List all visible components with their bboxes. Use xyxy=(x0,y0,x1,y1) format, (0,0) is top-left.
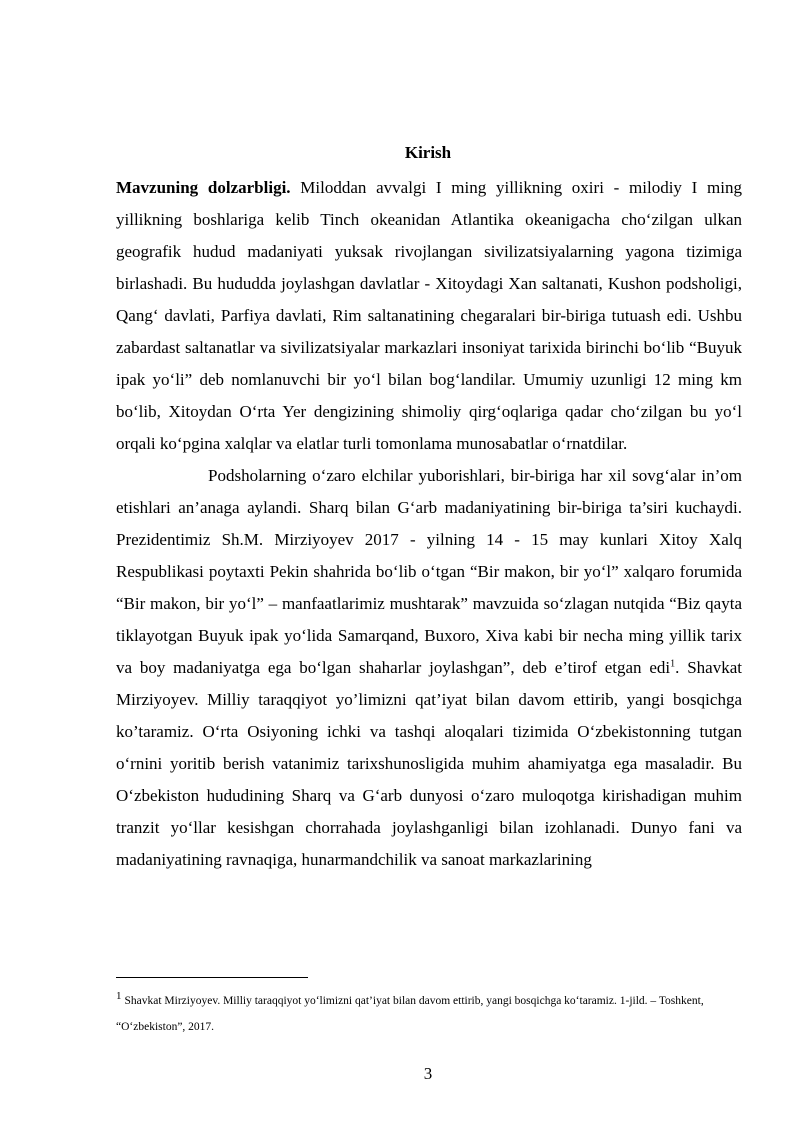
footnote-reference[interactable]: 1 xyxy=(670,658,676,670)
footnote-text: Shavkat Mirziyoyev. Milliy taraqqiyot yo‘limizni qat’iyat bilan davom ettirib, yangi bosqichga ko‘taramiz. 1-jild. – Toshkent, “O‘zbekiston”, 2017. xyxy=(116,995,704,1033)
body-text xyxy=(116,172,742,876)
footnote-number: 1 xyxy=(116,990,122,1003)
paragraph-lead: Mavzuning dolzarbligi. xyxy=(116,178,291,197)
paragraph-relevance xyxy=(116,172,742,460)
paragraph-text: Podsholarning o‘zaro elchilar yuborishlari, bir-biriga har xil sovg‘alar in’om etishlari an’anaga aylandi. Sharq bilan G‘arb madaniyatining bir-biriga ta’siri kuchaydi. Prezidentimiz Sh.M. Mirziyoyev 2017 - yilning 14 - 15 may kunlari Xitoy Xalq Respublikasi poytaxti Pekin shahrida bo‘lib o‘tgan “Bir makon, bir yo‘l” xalqaro forumida “Bir makon, bir yo‘l” – manfaatlarimiz mushtarak” mavzuida so‘zlagan nutqida “Biz qayta tiklayotgan Buyuk ipak yo‘lida Samarqand, Buxoro, Xiva kabi bir necha ming yillik tarix va boy madaniyatga ega bo‘lgan shaharlar joylashgan”, deb e’tirof etgan edi xyxy=(116,466,742,677)
page-number: 3 xyxy=(423,1064,433,1083)
paragraph-embassies xyxy=(116,460,742,876)
paragraph-text: . Shavkat Mirziyoyev. Milliy taraqqiyot yo’limizni qat’iyat bilan davom ettirib, yangi bosqichga ko’taramiz. O‘rta Osiyoning ichki va tashqi aloqalari tizimida O‘zbekistonning tutgan o‘rnini yoritib berish vatanimiz tarixshunosligida muhim ahamiyatga ega masaladir. Bu O‘zbekiston hududining Sharq va G‘arb dunyosi o‘zaro muloqotga kirishadigan muhim tranzit yo‘llar kesishgan chorrahada joylashganligi bilan izohlanadi. Dunyo fani va madaniyatining ravnaqiga, hunarmandchilik va sanoat markazlarining xyxy=(116,658,742,869)
footnote xyxy=(116,988,742,1040)
footnote-divider xyxy=(116,977,308,978)
section-title: Kirish xyxy=(404,143,452,162)
paragraph-text: Miloddan avvalgi I ming yillikning oxiri - milodiy I ming yillikning boshlariga kelib Tinch okeanidan Atlantika okeanigacha cho‘zilgan ulkan geografik hudud madaniyati yuksak rivojlangan sivilizatsiyalarning yagona tizimiga birlashadi. Bu hududda joylashgan davlatlar - Xitoydagi Xan saltanati, Kushon podsholigi, Qang‘ davlati, Parfiya davlati, Rim saltanatining chegaralari bir-biriga tutuash edi. Ushbu zabardast saltanatlar va sivilizatsiyalar markazlari insoniyat tarixida birinchi bo‘lib “Buyuk ipak yo‘li” deb nomlanuvchi bir yo‘l bilan bog‘landilar. Umumiy uzunligi 12 ming km bo‘lib, Xitoydan O‘rta Yer dengizining shimoliy qirg‘oqlariga qadar cho‘zilgan bu yo‘l orqali ko‘pgina xalqlar va elatlar turli tomonlama munosabatlar o‘rnatdilar. xyxy=(116,178,742,453)
